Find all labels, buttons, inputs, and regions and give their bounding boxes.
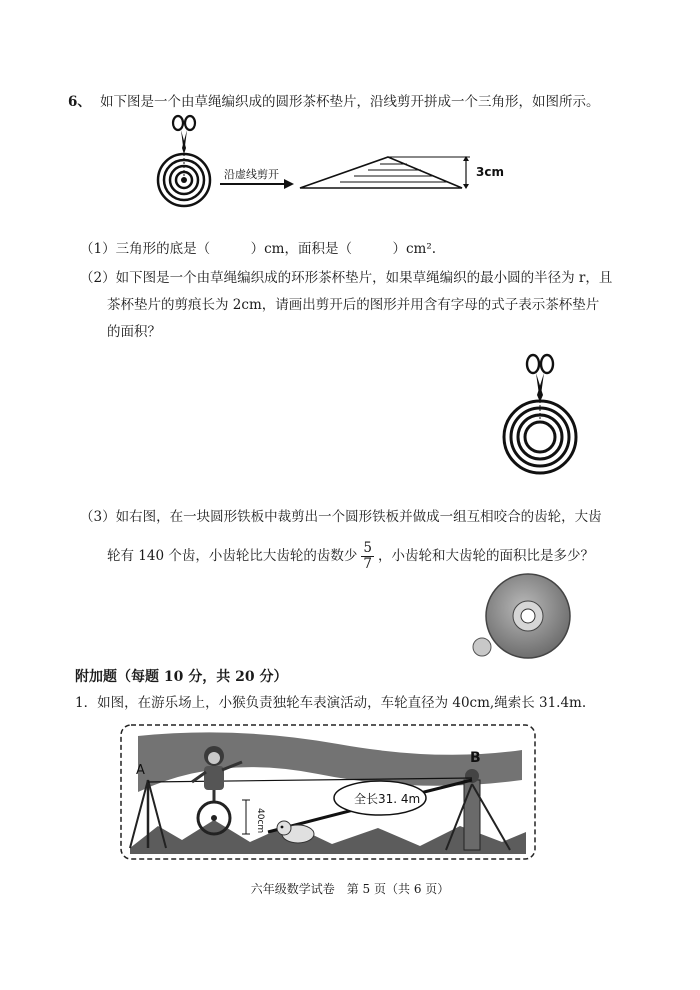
part2-text-line3: 的面积？ xyxy=(107,324,161,340)
label-a: A xyxy=(136,763,145,778)
fraction xyxy=(361,541,374,572)
gear-plate-figure xyxy=(464,572,574,662)
ring-coaster-figure xyxy=(496,350,586,480)
rope-length-label: 全长31. 4m xyxy=(354,792,421,806)
part2-text-line1: （2）如下图是一个由草绳编织成的环形茶杯垫片，如果草绳编织的最小圆的半径为 r，且 xyxy=(80,270,613,286)
arrow-label: 沿虚线剪开 xyxy=(224,168,279,181)
part2-text-line2: 茶杯垫片的剪痕长为 2cm，请画出剪开后的图形并用含有字母的式子表示茶杯垫片 xyxy=(107,297,600,313)
part3-text-line2 xyxy=(107,541,594,572)
fraction-denominator: 7 xyxy=(363,556,372,572)
height-label: 3cm xyxy=(476,165,504,179)
scissors-icon xyxy=(173,116,195,154)
question-number: 6、 xyxy=(68,94,91,110)
wheel-diameter-label: 40cm xyxy=(255,808,265,834)
page-footer: 六年级数学试卷 第 5 页（共 6 页） xyxy=(250,882,450,896)
part3-text-after: ，小齿轮和大齿轮的面积比是多少？ xyxy=(377,548,594,564)
coaster-to-triangle-figure xyxy=(140,112,520,208)
bonus-heading: 附加题（每题 10 分，共 20 分） xyxy=(75,669,288,685)
part3-text-before: 轮有 140 个齿，小齿轮比大齿轮的齿数少 xyxy=(107,548,358,564)
label-b: B xyxy=(470,750,481,766)
scissors-icon xyxy=(527,355,553,402)
ring-coaster xyxy=(504,401,576,473)
circular-coaster xyxy=(158,154,210,206)
gear-hole xyxy=(521,609,535,623)
part1-text: （1）三角形的底是（ ）cm，面积是（ ）cm². xyxy=(80,241,437,257)
bonus-q1-text: 1．如图，在游乐场上，小猴负责独轮车表演活动，车轮直径为 40cm,绳索长 31.4m. xyxy=(75,695,587,711)
fraction-numerator: 5 xyxy=(363,540,372,556)
part3-text-line1: （3）如右图，在一块圆形铁板中裁剪出一个圆形铁板并做成一组互相咬合的齿轮，大齿 xyxy=(80,509,602,525)
unicycle-rope-figure xyxy=(118,722,538,862)
small-gear xyxy=(473,638,491,656)
question-text: 如下图是一个由草绳编织成的圆形茶杯垫片，沿线剪开拼成一个三角形，如图所示。 xyxy=(100,94,600,110)
triangle-figure xyxy=(300,156,470,189)
